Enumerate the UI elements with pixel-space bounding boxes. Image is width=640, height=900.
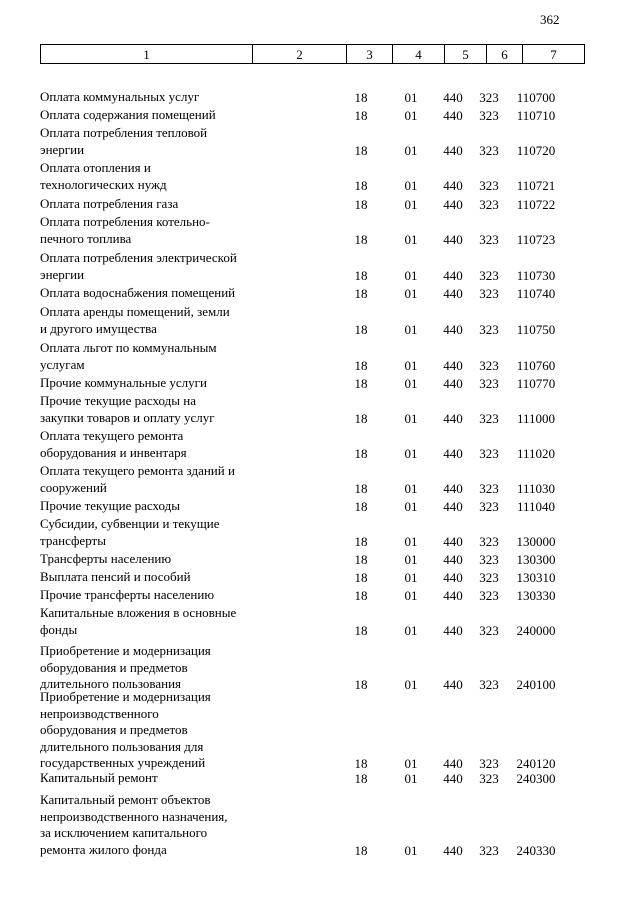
row-code-c6: 323 (479, 552, 499, 567)
row-name: Прочие текущие расходы (40, 498, 180, 513)
row-name: Оплата отопления и технологических нужд (40, 160, 167, 192)
row-code-c5: 440 (443, 552, 463, 567)
row-name: Капитальный ремонт объектов непроизводственного назначения, за исключением капитального ремонта жилого фонда (40, 792, 228, 857)
row-code-c4: 01 (404, 376, 418, 391)
row-name: Прочие текущие расходы на закупки товаров и оплату услуг (40, 393, 215, 425)
row-code-c7: 110740 (516, 286, 556, 301)
row-code-c5: 440 (443, 756, 463, 771)
row-code-c4: 01 (404, 499, 418, 514)
row-code-c3: 18 (354, 410, 368, 426)
row-name: Приобретение и модернизация непроизводственного оборудования и предметов длительного пользования для государственных учреждений (40, 689, 211, 770)
row-code-c5: 440 (443, 677, 463, 692)
row-code-c5: 440 (443, 445, 463, 461)
row-code-c7: 110770 (516, 376, 556, 391)
row-code-c4: 01 (404, 357, 418, 373)
row-code-c7: 110723 (516, 231, 556, 247)
row-code-c3: 18 (354, 177, 368, 193)
row-code-c7: 240120 (516, 756, 556, 771)
row-code-c7: 110750 (516, 321, 556, 337)
row-code-c5: 440 (443, 533, 463, 549)
row-name: Оплата содержания помещений (40, 107, 216, 122)
column-header-3: 3 (347, 45, 393, 64)
row-code-c3: 18 (354, 756, 368, 771)
row-name: Оплата потребления электрической энергии (40, 250, 237, 282)
row-code-c6: 323 (479, 622, 499, 638)
row-code-c5: 440 (443, 357, 463, 373)
row-code-c7: 111020 (516, 445, 556, 461)
row-name: Капитальные вложения в основные фонды (40, 605, 237, 637)
row-code-c7: 110720 (516, 142, 556, 158)
row-code-c5: 440 (443, 622, 463, 638)
row-name: Оплата текущего ремонта зданий и сооружений (40, 463, 235, 495)
row-code-c3: 18 (354, 677, 368, 692)
row-code-c4: 01 (404, 267, 418, 283)
row-code-c3: 18 (354, 376, 368, 391)
row-name: Оплата потребления тепловой энергии (40, 125, 208, 157)
row-name: Оплата потребления газа (40, 196, 179, 211)
row-code-c4: 01 (404, 321, 418, 337)
row-code-c3: 18 (354, 267, 368, 283)
row-code-c5: 440 (443, 108, 463, 123)
row-code-c4: 01 (404, 90, 418, 105)
row-code-c5: 440 (443, 286, 463, 301)
row-code-c7: 110722 (516, 197, 556, 212)
row-code-c6: 323 (479, 410, 499, 426)
row-code-c4: 01 (404, 552, 418, 567)
row-code-c5: 440 (443, 499, 463, 514)
column-header-7: 7 (523, 45, 585, 64)
column-header-2: 2 (253, 45, 347, 64)
row-code-c5: 440 (443, 480, 463, 496)
row-code-c3: 18 (354, 842, 368, 858)
row-code-c6: 323 (479, 267, 499, 283)
row-code-c4: 01 (404, 677, 418, 692)
row-code-c4: 01 (404, 588, 418, 603)
row-code-c7: 110721 (516, 177, 556, 193)
column-header-6: 6 (487, 45, 523, 64)
row-code-c3: 18 (354, 499, 368, 514)
row-code-c4: 01 (404, 756, 418, 771)
row-code-c4: 01 (404, 177, 418, 193)
row-code-c4: 01 (404, 410, 418, 426)
row-code-c5: 440 (443, 570, 463, 585)
row-code-c6: 323 (479, 108, 499, 123)
row-code-c3: 18 (354, 90, 368, 105)
row-code-c7: 240000 (516, 622, 556, 638)
row-code-c4: 01 (404, 842, 418, 858)
row-code-c6: 323 (479, 286, 499, 301)
row-code-c3: 18 (354, 286, 368, 301)
row-code-c5: 440 (443, 142, 463, 158)
row-code-c3: 18 (354, 570, 368, 585)
row-code-c5: 440 (443, 410, 463, 426)
row-code-c5: 440 (443, 197, 463, 212)
row-code-c5: 440 (443, 231, 463, 247)
row-name: Оплата водоснабжения помещений (40, 285, 236, 300)
column-header-5: 5 (445, 45, 487, 64)
row-code-c3: 18 (354, 197, 368, 212)
row-code-c6: 323 (479, 842, 499, 858)
row-code-c6: 323 (479, 533, 499, 549)
row-code-c3: 18 (354, 480, 368, 496)
row-code-c6: 323 (479, 177, 499, 193)
row-code-c6: 323 (479, 445, 499, 461)
row-code-c6: 323 (479, 231, 499, 247)
row-name: Оплата потребления котельно- печного топлива (40, 214, 210, 246)
row-code-c4: 01 (404, 622, 418, 638)
row-code-c4: 01 (404, 142, 418, 158)
row-code-c4: 01 (404, 771, 418, 786)
row-code-c3: 18 (354, 771, 368, 786)
row-code-c4: 01 (404, 533, 418, 549)
row-code-c5: 440 (443, 842, 463, 858)
row-code-c4: 01 (404, 108, 418, 123)
row-code-c6: 323 (479, 357, 499, 373)
row-code-c7: 111000 (516, 410, 556, 426)
row-code-c4: 01 (404, 480, 418, 496)
row-code-c7: 110760 (516, 357, 556, 373)
row-code-c7: 130310 (516, 570, 556, 585)
row-code-c4: 01 (404, 570, 418, 585)
row-code-c7: 240330 (516, 842, 556, 858)
row-code-c3: 18 (354, 108, 368, 123)
row-code-c5: 440 (443, 267, 463, 283)
row-code-c3: 18 (354, 357, 368, 373)
row-code-c6: 323 (479, 90, 499, 105)
row-code-c6: 323 (479, 756, 499, 771)
row-name: Оплата текущего ремонта оборудования и инвентаря (40, 428, 187, 460)
row-code-c6: 323 (479, 197, 499, 212)
row-code-c6: 323 (479, 142, 499, 158)
row-name: Прочие коммунальные услуги (40, 375, 207, 390)
row-code-c3: 18 (354, 552, 368, 567)
row-code-c3: 18 (354, 321, 368, 337)
row-code-c6: 323 (479, 499, 499, 514)
row-name: Трансферты населению (40, 551, 172, 566)
row-name: Капитальный ремонт (40, 770, 158, 785)
row-code-c7: 130000 (516, 533, 556, 549)
row-code-c6: 323 (479, 771, 499, 786)
row-code-c7: 111030 (516, 480, 556, 496)
row-code-c3: 18 (354, 622, 368, 638)
row-code-c7: 111040 (516, 499, 556, 514)
row-code-c4: 01 (404, 197, 418, 212)
row-code-c7: 110710 (516, 108, 556, 123)
row-code-c4: 01 (404, 286, 418, 301)
page-number: 362 (540, 12, 560, 27)
row-name: Оплата коммунальных услуг (40, 89, 200, 104)
column-header-4: 4 (393, 45, 445, 64)
row-code-c4: 01 (404, 231, 418, 247)
row-name: Прочие трансферты населению (40, 587, 215, 602)
row-code-c5: 440 (443, 177, 463, 193)
row-code-c3: 18 (354, 533, 368, 549)
row-code-c6: 323 (479, 677, 499, 692)
row-code-c5: 440 (443, 771, 463, 786)
row-code-c3: 18 (354, 142, 368, 158)
row-name: Приобретение и модернизация оборудования и предметов длительного пользования (40, 643, 211, 691)
row-code-c6: 323 (479, 480, 499, 496)
row-code-c5: 440 (443, 90, 463, 105)
column-header-1: 1 (41, 45, 253, 64)
row-code-c5: 440 (443, 321, 463, 337)
row-code-c6: 323 (479, 588, 499, 603)
row-code-c5: 440 (443, 588, 463, 603)
row-code-c3: 18 (354, 445, 368, 461)
row-code-c6: 323 (479, 570, 499, 585)
row-code-c3: 18 (354, 231, 368, 247)
row-code-c4: 01 (404, 445, 418, 461)
row-code-c7: 240300 (516, 771, 556, 786)
row-name: Субсидии, субвенции и текущие трансферты (40, 516, 220, 548)
row-code-c7: 110730 (516, 267, 556, 283)
row-name: Оплата аренды помещений, земли и другого имущества (40, 304, 230, 336)
row-code-c7: 130330 (516, 588, 556, 603)
row-code-c7: 240100 (516, 677, 556, 692)
row-code-c7: 130300 (516, 552, 556, 567)
row-code-c6: 323 (479, 376, 499, 391)
row-code-c7: 110700 (516, 90, 556, 105)
row-name: Оплата льгот по коммунальным услугам (40, 340, 217, 372)
row-code-c3: 18 (354, 588, 368, 603)
row-code-c6: 323 (479, 321, 499, 337)
row-name: Выплата пенсий и пособий (40, 569, 191, 584)
row-code-c5: 440 (443, 376, 463, 391)
